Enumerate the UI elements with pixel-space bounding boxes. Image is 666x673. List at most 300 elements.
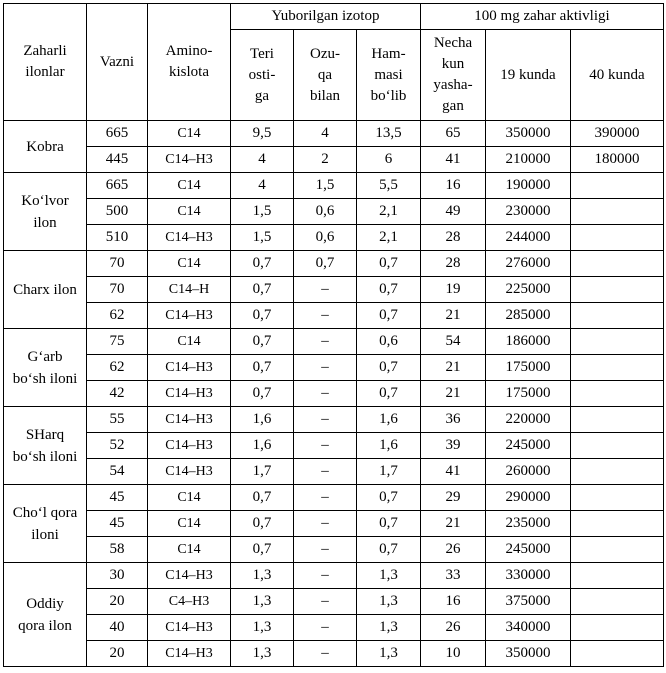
amino-cell	[148, 225, 231, 251]
total-cell	[357, 381, 421, 407]
oral-cell	[294, 329, 357, 355]
table-row	[4, 433, 664, 459]
activity-40-cell	[571, 147, 664, 173]
header-snake-label: Zaharli ilonlar	[23, 43, 67, 80]
days-value: 65	[445, 125, 461, 141]
table-row	[4, 225, 664, 251]
activity-40-cell	[571, 407, 664, 433]
header-isotope-group: Yuborilgan izotop	[231, 4, 421, 30]
skin-value: 1,3	[252, 645, 272, 661]
activity-40-cell	[571, 329, 664, 355]
total-value: 2,1	[379, 229, 398, 245]
days-cell	[421, 303, 486, 329]
oral-value: –	[321, 359, 329, 375]
table-row	[4, 589, 664, 615]
oral-value: –	[321, 411, 329, 427]
oral-value: 2	[321, 151, 329, 167]
activity-40-cell	[571, 485, 664, 511]
skin-value: 4	[258, 151, 266, 167]
skin-cell	[231, 641, 294, 667]
days-value: 21	[445, 359, 461, 375]
amino-cell	[148, 615, 231, 641]
days-value: 21	[445, 385, 461, 401]
weight-value: 58	[109, 541, 125, 557]
oral-value: –	[321, 541, 329, 557]
table-row	[4, 121, 664, 147]
activity-19-value: 375000	[505, 593, 551, 609]
days-cell	[421, 277, 486, 303]
oral-cell	[294, 173, 357, 199]
total-cell	[357, 303, 421, 329]
table-row	[4, 615, 664, 641]
days-cell	[421, 433, 486, 459]
weight-cell	[87, 355, 148, 381]
days-value: 21	[445, 515, 461, 531]
activity-40-cell	[571, 433, 664, 459]
weight-cell	[87, 121, 148, 147]
oral-cell	[294, 147, 357, 173]
days-cell	[421, 615, 486, 641]
weight-cell	[87, 303, 148, 329]
weight-value: 500	[105, 203, 129, 219]
total-cell	[357, 563, 421, 589]
amino-value: C14	[177, 204, 201, 219]
total-cell	[357, 511, 421, 537]
snake-name: Kobra	[26, 138, 64, 155]
snake-name-cell	[4, 121, 87, 173]
total-cell	[357, 147, 421, 173]
weight-value: 55	[109, 411, 125, 427]
total-cell	[357, 121, 421, 147]
days-cell	[421, 199, 486, 225]
oral-cell	[294, 537, 357, 563]
amino-value: C14	[177, 542, 201, 557]
total-cell	[357, 485, 421, 511]
activity-19-cell	[486, 225, 571, 251]
snake-name-cell	[4, 407, 87, 485]
table-row	[4, 199, 664, 225]
amino-cell	[148, 381, 231, 407]
snake-name: Charx ilon	[13, 281, 77, 298]
amino-cell	[148, 329, 231, 355]
amino-cell	[148, 407, 231, 433]
total-value: 0,7	[379, 281, 398, 297]
activity-19-cell	[486, 303, 571, 329]
days-value: 36	[445, 411, 461, 427]
amino-value: C14–H3	[165, 360, 213, 375]
total-cell	[357, 251, 421, 277]
weight-cell	[87, 251, 148, 277]
amino-value: C14	[177, 126, 201, 141]
amino-value: C14	[177, 178, 201, 193]
skin-cell	[231, 147, 294, 173]
activity-19-cell	[486, 199, 571, 225]
activity-40-cell	[571, 615, 664, 641]
activity-40-cell	[571, 303, 664, 329]
weight-value: 20	[109, 593, 125, 609]
days-value: 29	[445, 489, 461, 505]
total-value: 1,6	[379, 437, 398, 453]
table-row	[4, 407, 664, 433]
oral-value: –	[321, 645, 329, 661]
activity-19-value: 230000	[505, 203, 551, 219]
weight-value: 70	[109, 255, 125, 271]
table-row	[4, 459, 664, 485]
total-value: 0,7	[379, 541, 398, 557]
oral-value: 0,7	[315, 255, 335, 271]
activity-19-value: 186000	[505, 333, 551, 349]
weight-value: 62	[109, 359, 125, 375]
days-value: 16	[445, 593, 461, 609]
skin-value: 0,7	[252, 255, 272, 271]
activity-19-value: 245000	[505, 437, 551, 453]
amino-cell	[148, 355, 231, 381]
skin-cell	[231, 225, 294, 251]
skin-value: 9,5	[252, 125, 272, 141]
skin-cell	[231, 563, 294, 589]
oral-cell	[294, 355, 357, 381]
skin-value: 1,7	[252, 463, 272, 479]
activity-19-value: 350000	[505, 125, 551, 141]
amino-cell	[148, 173, 231, 199]
weight-value: 54	[109, 463, 125, 479]
skin-value: 1,3	[252, 619, 272, 635]
weight-value: 30	[109, 567, 125, 583]
oral-cell	[294, 511, 357, 537]
activity-19-value: 285000	[505, 307, 551, 323]
skin-value: 1,3	[252, 567, 272, 583]
days-value: 39	[445, 437, 461, 453]
total-cell	[357, 329, 421, 355]
header-19-days: 19 kunda	[486, 30, 571, 121]
snake-name-cell	[4, 563, 87, 667]
activity-19-value: 210000	[505, 151, 551, 167]
days-value: 41	[445, 151, 461, 167]
oral-value: –	[321, 619, 329, 635]
days-cell	[421, 589, 486, 615]
table-row	[4, 641, 664, 667]
skin-cell	[231, 433, 294, 459]
amino-value: C14–H3	[165, 568, 213, 583]
activity-19-value: 290000	[505, 489, 551, 505]
skin-cell	[231, 615, 294, 641]
oral-value: 0,6	[315, 229, 335, 245]
activity-19-cell	[486, 563, 571, 589]
days-cell	[421, 641, 486, 667]
total-value: 13,5	[375, 125, 402, 141]
skin-value: 1,3	[252, 593, 272, 609]
activity-19-value: 244000	[505, 229, 551, 245]
weight-cell	[87, 537, 148, 563]
amino-value: C14–H3	[165, 152, 213, 167]
skin-value: 1,5	[252, 203, 272, 219]
total-value: 2,1	[379, 203, 398, 219]
snake-name: SHarq bo‘sh iloni	[12, 426, 78, 465]
days-value: 19	[445, 281, 461, 297]
oral-value: –	[321, 437, 329, 453]
amino-value: C4–H3	[168, 594, 210, 609]
oral-cell	[294, 277, 357, 303]
activity-19-value: 220000	[505, 411, 551, 427]
skin-cell	[231, 329, 294, 355]
days-cell	[421, 511, 486, 537]
weight-cell	[87, 563, 148, 589]
activity-19-value: 340000	[505, 619, 551, 635]
weight-cell	[87, 199, 148, 225]
days-cell	[421, 121, 486, 147]
activity-40-cell	[571, 355, 664, 381]
activity-40-cell	[571, 173, 664, 199]
skin-value: 0,7	[252, 333, 272, 349]
activity-19-cell	[486, 615, 571, 641]
snake-name: Cho‘l qora iloni	[12, 504, 78, 543]
snake-name: Oddiy qora ilon	[18, 595, 72, 634]
oral-value: –	[321, 463, 329, 479]
header-days-label: Necha kun yasha-gan	[433, 35, 473, 114]
table-row	[4, 303, 664, 329]
weight-value: 40	[109, 619, 125, 635]
days-cell	[421, 407, 486, 433]
weight-cell	[87, 329, 148, 355]
weight-value: 52	[109, 437, 125, 453]
activity-19-cell	[486, 355, 571, 381]
weight-cell	[87, 485, 148, 511]
skin-value: 0,7	[252, 385, 272, 401]
total-value: 1,6	[379, 411, 398, 427]
amino-value: C14–H3	[165, 308, 213, 323]
oral-cell	[294, 589, 357, 615]
amino-cell	[148, 147, 231, 173]
days-cell	[421, 173, 486, 199]
oral-value: 1,5	[315, 177, 335, 193]
weight-value: 62	[109, 307, 125, 323]
total-value: 1,7	[379, 463, 398, 479]
oral-value: –	[321, 489, 329, 505]
oral-cell	[294, 485, 357, 511]
activity-19-cell	[486, 459, 571, 485]
oral-cell	[294, 433, 357, 459]
activity-40-cell	[571, 459, 664, 485]
skin-value: 0,7	[252, 307, 272, 323]
days-value: 49	[445, 203, 461, 219]
weight-cell	[87, 589, 148, 615]
weight-cell	[87, 277, 148, 303]
skin-value: 0,7	[252, 359, 272, 375]
amino-value: C14–H3	[165, 646, 213, 661]
header-amino-label: Amino-kislota	[165, 43, 213, 80]
weight-value: 70	[109, 281, 125, 297]
activity-19-cell	[486, 589, 571, 615]
total-value: 0,7	[379, 385, 398, 401]
skin-cell	[231, 121, 294, 147]
skin-cell	[231, 199, 294, 225]
activity-40-cell	[571, 537, 664, 563]
amino-value: C14–H3	[165, 464, 213, 479]
oral-value: –	[321, 333, 329, 349]
skin-cell	[231, 277, 294, 303]
oral-value: –	[321, 307, 329, 323]
header-total	[357, 30, 421, 121]
total-cell	[357, 225, 421, 251]
total-cell	[357, 277, 421, 303]
days-cell	[421, 355, 486, 381]
amino-cell	[148, 459, 231, 485]
total-value: 0,7	[379, 489, 398, 505]
total-value: 0,7	[379, 255, 398, 271]
total-cell	[357, 589, 421, 615]
table-row	[4, 277, 664, 303]
skin-cell	[231, 381, 294, 407]
weight-cell	[87, 511, 148, 537]
amino-cell	[148, 121, 231, 147]
table-row	[4, 251, 664, 277]
weight-value: 665	[105, 177, 129, 193]
days-value: 54	[445, 333, 461, 349]
days-value: 10	[445, 645, 461, 661]
oral-value: –	[321, 515, 329, 531]
total-value: 1,3	[379, 567, 398, 583]
weight-cell	[87, 225, 148, 251]
weight-value: 45	[109, 515, 125, 531]
activity-40-cell	[571, 589, 664, 615]
activity-40-value: 390000	[594, 125, 640, 141]
activity-19-value: 276000	[505, 255, 551, 271]
table-row	[4, 355, 664, 381]
weight-cell	[87, 459, 148, 485]
activity-40-cell	[571, 251, 664, 277]
amino-value: C14–H	[168, 282, 210, 297]
header-amino	[148, 4, 231, 121]
amino-value: C14	[177, 334, 201, 349]
activity-40-cell	[571, 277, 664, 303]
days-cell	[421, 147, 486, 173]
weight-cell	[87, 407, 148, 433]
weight-value: 510	[105, 229, 129, 245]
amino-value: C14–H3	[165, 386, 213, 401]
days-value: 16	[445, 177, 461, 193]
days-cell	[421, 459, 486, 485]
header-oral	[294, 30, 357, 121]
table-row	[4, 537, 664, 563]
amino-cell	[148, 589, 231, 615]
activity-19-cell	[486, 251, 571, 277]
total-cell	[357, 355, 421, 381]
oral-cell	[294, 615, 357, 641]
skin-value: 0,7	[252, 541, 272, 557]
snake-name-cell	[4, 251, 87, 329]
days-value: 26	[445, 619, 461, 635]
oral-cell	[294, 563, 357, 589]
amino-cell	[148, 433, 231, 459]
total-value: 0,6	[379, 333, 398, 349]
oral-cell	[294, 225, 357, 251]
total-value: 6	[384, 151, 393, 167]
days-cell	[421, 485, 486, 511]
table-row	[4, 329, 664, 355]
weight-value: 42	[109, 385, 125, 401]
oral-cell	[294, 381, 357, 407]
header-skin-label: Teri osti-ga	[248, 45, 276, 104]
table-row	[4, 511, 664, 537]
weight-value: 20	[109, 645, 125, 661]
table-row	[4, 173, 664, 199]
snake-name: G‘arb bo‘sh iloni	[12, 348, 78, 387]
total-value: 0,7	[379, 359, 398, 375]
total-value: 5,5	[379, 177, 398, 193]
activity-19-value: 245000	[505, 541, 551, 557]
activity-19-cell	[486, 173, 571, 199]
oral-value: 4	[321, 125, 329, 141]
activity-19-cell	[486, 511, 571, 537]
activity-19-value: 190000	[505, 177, 551, 193]
snake-name-cell	[4, 173, 87, 251]
activity-19-cell	[486, 381, 571, 407]
activity-19-cell	[486, 485, 571, 511]
amino-cell	[148, 277, 231, 303]
skin-cell	[231, 485, 294, 511]
skin-cell	[231, 251, 294, 277]
weight-value: 75	[109, 333, 125, 349]
weight-cell	[87, 173, 148, 199]
activity-19-value: 330000	[505, 567, 551, 583]
activity-40-cell	[571, 563, 664, 589]
amino-value: C14–H3	[165, 438, 213, 453]
amino-value: C14–H3	[165, 620, 213, 635]
oral-cell	[294, 251, 357, 277]
oral-cell	[294, 303, 357, 329]
days-cell	[421, 381, 486, 407]
amino-value: C14	[177, 490, 201, 505]
activity-40-cell	[571, 225, 664, 251]
header-total-label: Ham-masi bo‘lib	[370, 45, 407, 104]
activity-19-value: 350000	[505, 645, 551, 661]
oral-cell	[294, 199, 357, 225]
weight-cell	[87, 381, 148, 407]
days-value: 28	[445, 255, 461, 271]
days-cell	[421, 563, 486, 589]
skin-cell	[231, 589, 294, 615]
amino-value: C14–H3	[165, 230, 213, 245]
activity-19-value: 225000	[505, 281, 551, 297]
days-value: 26	[445, 541, 461, 557]
total-cell	[357, 199, 421, 225]
skin-value: 0,7	[252, 281, 272, 297]
header-activity-group: 100 mg zahar aktivligi	[421, 4, 664, 30]
total-cell	[357, 407, 421, 433]
total-value: 1,3	[379, 645, 398, 661]
oral-value: –	[321, 281, 329, 297]
activity-40-cell	[571, 641, 664, 667]
total-cell	[357, 537, 421, 563]
table-row	[4, 485, 664, 511]
activity-19-cell	[486, 641, 571, 667]
header-40-days: 40 kunda	[571, 30, 664, 121]
skin-value: 0,7	[252, 489, 272, 505]
snake-name: Ko‘lvor ilon	[21, 192, 69, 231]
amino-value: C14	[177, 516, 201, 531]
oral-cell	[294, 459, 357, 485]
amino-cell	[148, 199, 231, 225]
days-cell	[421, 225, 486, 251]
amino-cell	[148, 641, 231, 667]
table-row	[4, 381, 664, 407]
amino-cell	[148, 485, 231, 511]
snake-venom-table	[3, 3, 664, 667]
amino-cell	[148, 563, 231, 589]
skin-cell	[231, 173, 294, 199]
weight-cell	[87, 641, 148, 667]
total-cell	[357, 641, 421, 667]
